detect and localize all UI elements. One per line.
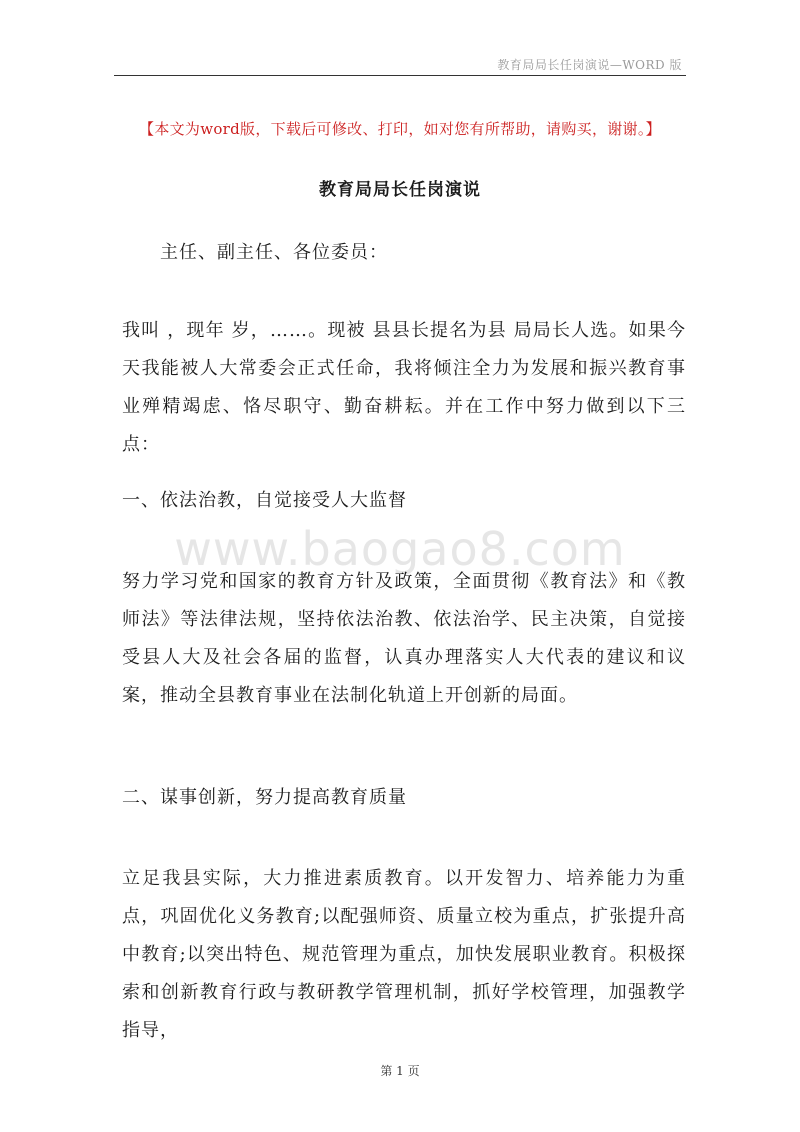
- header-divider: [114, 75, 686, 76]
- paragraph-intro: 我叫 ，现年 岁，……。现被 县县长提名为县 局局长人选。如果今天我能被人大常委会正式任命，我将倾注全力为发展和振兴教育事业殚精竭虑、恪尽职守、勤奋耕耘。并在工作中努力做到以下三点：: [122, 320, 686, 455]
- page-number: 第 1 页: [380, 1064, 420, 1078]
- watermark: www.baogao8.com: [174, 522, 626, 576]
- running-header: 教育局局长任岗演说—WORD 版: [497, 58, 682, 72]
- purchase-notice: 【本文为word版，下载后可修改、打印，如对您有所帮助，请购买，谢谢。】: [139, 120, 661, 138]
- paragraph-section-1: 努力学习党和国家的教育方针及政策，全面贯彻《教育法》和《教师法》等法律法规，坚持依法治教、依法治学、民主决策，自觉接受县人大及社会各届的监督，认真办理落实人大代表的建议和议案，推动全县教育事业在法制化轨道上开创新的局面。: [122, 571, 686, 706]
- paragraph-section-2: 立足我县实际，大力推进素质教育。以开发智力、培养能力为重点，巩固优化义务教育;以配强师资、质量立校为重点，扩张提升高中教育;以突出特色、规范管理为重点，加快发展职业教育。积极探索和创新教育行政与教研教学管理机制，抓好学校管理，加强教学指导，: [122, 868, 686, 1041]
- salutation: 主任、副主任、各位委员：: [160, 242, 388, 263]
- section-heading-2: 二、谋事创新，努力提高教育质量: [122, 787, 407, 808]
- document-title: 教育局局长任岗演说: [319, 180, 481, 200]
- section-heading-1: 一、依法治教，自觉接受人大监督: [122, 490, 407, 511]
